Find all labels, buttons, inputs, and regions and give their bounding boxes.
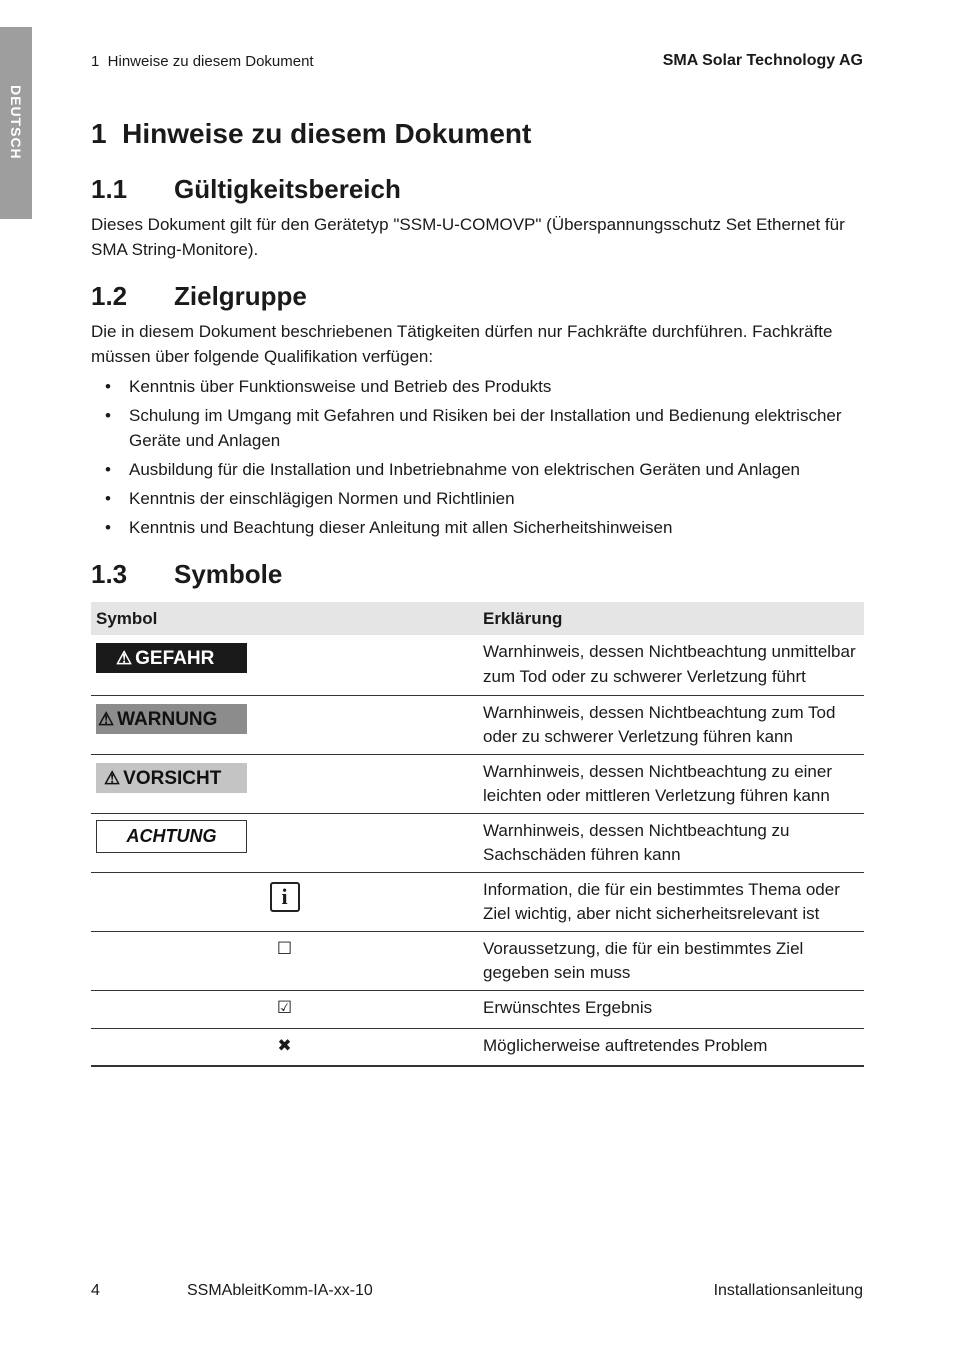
list-item: • Ausbildung für die Installation und Inbetriebnahme von elektrischen Geräten und Anlagen xyxy=(91,457,866,482)
explanation-cell: Warnhinweis, dessen Nichtbeachtung unmittelbar zum Tod oder zu schwerer Verletzung führt xyxy=(478,635,864,695)
page-number: 4 xyxy=(91,1282,100,1299)
warning-triangle-icon: ⚠ xyxy=(98,708,115,729)
cross-icon: ✖ xyxy=(277,1035,292,1055)
table-row xyxy=(91,990,864,1028)
document-id: SSMAbleitKomm-IA-xx-10 xyxy=(187,1282,373,1299)
table-row xyxy=(91,872,864,931)
list-item: • Schulung im Umgang mit Gefahren und Risiken bei der Installation und Bedienung elektrischer Geräte und Anlagen xyxy=(91,403,866,453)
symbol-cell xyxy=(91,754,478,813)
document-type: Installationsanleitung xyxy=(713,1282,863,1299)
scope-paragraph: Dieses Dokument gilt für den Gerätetyp "SSM-U-COMOVP" (Überspannungsschutz Set Ethernet für SMA String-Monitore). xyxy=(91,215,845,259)
section-title: Symbole xyxy=(174,559,283,589)
table-row xyxy=(91,754,864,813)
list-item: • Kenntnis und Beachtung dieser Anleitung mit allen Sicherheitshinweisen xyxy=(91,515,866,540)
symbol-cell xyxy=(91,635,478,695)
symbol-cell xyxy=(91,990,478,1028)
audience-paragraph: Die in diesem Dokument beschriebenen Tätigkeiten dürfen nur Fachkräfte durchführen. Fachkräfte müssen über folgende Qualifikation verfügen: xyxy=(91,322,833,366)
explanation-cell: Möglicherweise auftretendes Problem xyxy=(478,1028,864,1066)
symbol-cell xyxy=(91,931,478,990)
table-row xyxy=(91,695,864,754)
table-row xyxy=(91,1028,864,1066)
section-number: 1.3 xyxy=(91,559,128,589)
running-header-chapter: 1 Hinweise zu diesem Dokument xyxy=(91,53,314,70)
section-heading-audience xyxy=(91,281,307,312)
section-number: 1.1 xyxy=(91,174,128,204)
column-header-explanation: Erklärung xyxy=(478,602,864,635)
symbol-cell xyxy=(91,695,478,754)
information-icon: i xyxy=(270,882,300,912)
explanation-cell: Warnhinweis, dessen Nichtbeachtung zu Sachschäden führen kann xyxy=(478,813,864,872)
section-title: Zielgruppe xyxy=(174,281,307,311)
explanation-cell: Warnhinweis, dessen Nichtbeachtung zu einer leichten oder mittleren Verletzung führen kann xyxy=(478,754,864,813)
table-row xyxy=(91,931,864,990)
list-item: • Kenntnis über Funktionsweise und Betrieb des Produkts xyxy=(91,374,866,399)
chapter-title: 1 Hinweise zu diesem Dokument xyxy=(91,118,532,149)
danger-badge: ⚠ GEFAHR xyxy=(96,643,247,673)
column-header-symbol: Symbol xyxy=(91,602,478,635)
language-tab-label: DEUTSCH xyxy=(8,85,24,160)
table-header-row xyxy=(91,602,864,635)
symbol-cell xyxy=(91,813,478,872)
section-heading-symbols xyxy=(91,559,282,590)
symbol-cell xyxy=(91,872,478,931)
table-row xyxy=(91,635,864,695)
checkbox-checked-icon: ☑ xyxy=(276,997,293,1017)
explanation-cell: Warnhinweis, dessen Nichtbeachtung zum Tod oder zu schwerer Verletzung führen kann xyxy=(478,695,864,754)
list-item: • Kenntnis der einschlägigen Normen und Richtlinien xyxy=(91,486,866,511)
symbols-table xyxy=(91,602,864,1067)
symbol-cell xyxy=(91,1028,478,1066)
running-header-company: SMA Solar Technology AG xyxy=(662,52,863,69)
checkbox-empty-icon: ☐ xyxy=(276,938,293,958)
warning-triangle-icon: ⚠ xyxy=(104,767,121,788)
table-row xyxy=(91,813,864,872)
qualification-list xyxy=(91,374,866,544)
caution-badge: ⚠ VORSICHT xyxy=(96,763,247,793)
explanation-cell: Voraussetzung, die für ein bestimmtes Ziel gegeben sein muss xyxy=(478,931,864,990)
warning-triangle-icon: ⚠ xyxy=(116,648,133,668)
section-heading-scope xyxy=(91,174,401,205)
explanation-cell: Erwünschtes Ergebnis xyxy=(478,990,864,1028)
notice-badge: ACHTUNG xyxy=(96,820,247,853)
section-number: 1.2 xyxy=(91,281,128,311)
warning-badge: ⚠ WARNUNG xyxy=(96,704,247,734)
explanation-cell: Information, die für ein bestimmtes Thema oder Ziel wichtig, aber nicht sicherheitsrelevant ist xyxy=(478,872,864,931)
section-title: Gültigkeitsbereich xyxy=(174,174,401,204)
language-tab xyxy=(0,27,32,219)
